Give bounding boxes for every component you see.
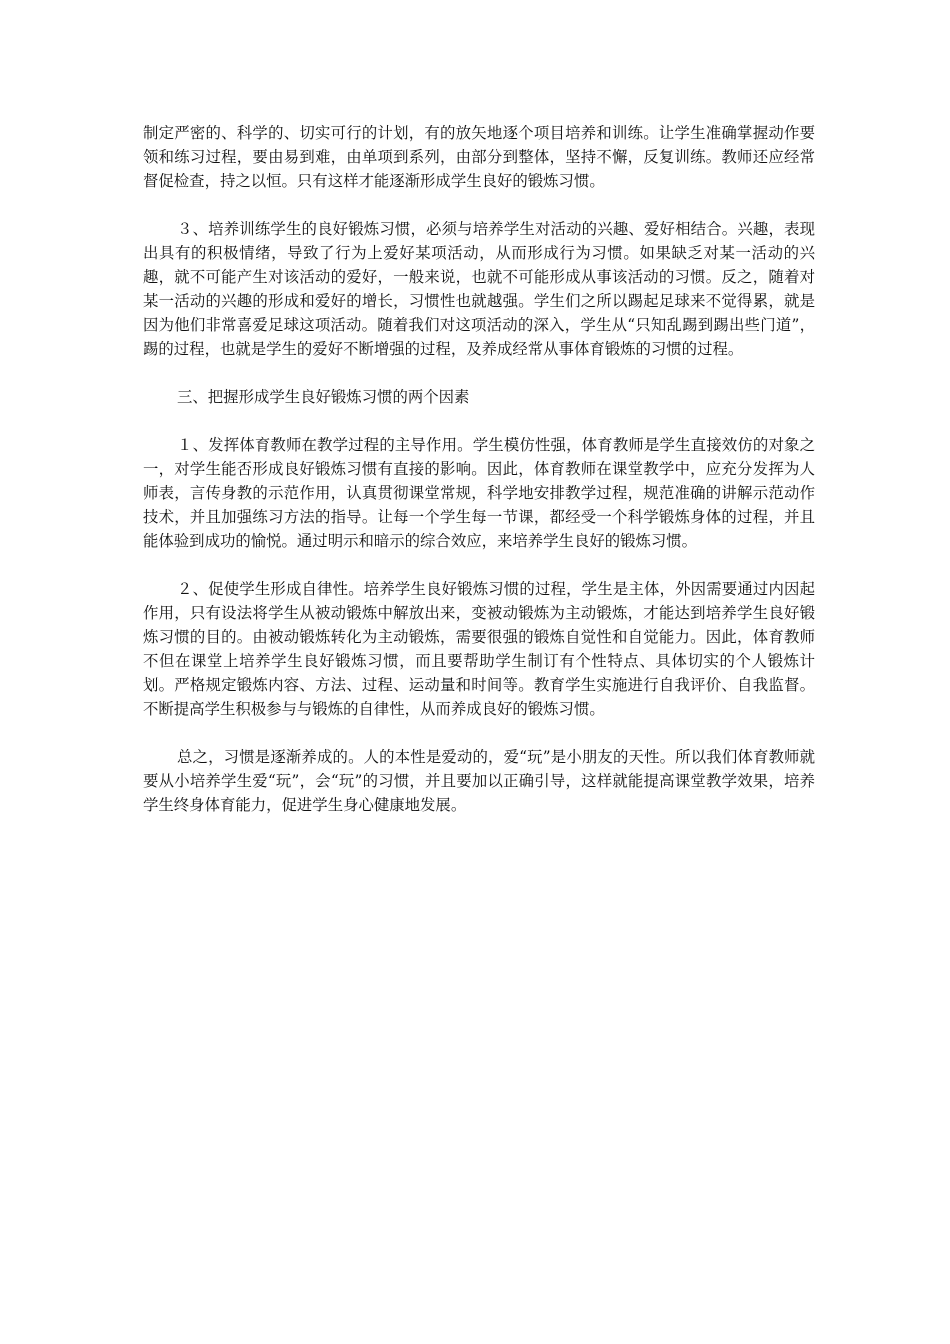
section-heading-two-factors: 三、把握形成学生良好锻炼习惯的两个因素 xyxy=(177,388,470,406)
paragraph-self-discipline: ２、促使学生形成自律性。培养学生良好锻炼习惯的过程，学生是主体，外因需要通过内因起作用，只有设法将学生从被动锻炼中解放出来，变被动锻炼为主动锻炼，才能达到培养学生良好锻炼习惯的目的。由被动锻炼转化为主动锻炼，需要很强的锻炼自觉性和自觉能力。因此，体育教师不但在课堂上培养学生良好锻炼习惯，而且要帮助学生制订有个性特点、具体切实的个人锻炼计划。严格规定锻炼内容、方法、过程、运动量和时间等。教育学生实施进行自我评价、自我监督。不断提高学生积极参与与锻炼的自律性，从而养成良好的锻炼习惯。 xyxy=(143,580,815,718)
paragraph-conclusion: 总之，习惯是逐渐养成的。人的本性是爱动的，爱“玩”是小朋友的天性。所以我们体育教师就要从小培养学生爱“玩”，会“玩”的习惯，并且要加以正确引导，这样就能提高课堂教学效果，培养学生终身体育能力，促进学生身心健康地发展。 xyxy=(143,748,815,814)
document-body xyxy=(143,121,815,841)
paragraph-interest-habit: ３、培养训练学生的良好锻炼习惯，必须与培养学生对活动的兴趣、爱好相结合。兴趣，表现出具有的积极情绪，导致了行为上爱好某项活动，从而形成行为习惯。如果缺乏对某一活动的兴趣，就不可能产生对该活动的爱好，一般来说，也就不可能形成从事该活动的习惯。反之，随着对某一活动的兴趣的形成和爱好的增长，习惯性也就越强。学生们之所以踢起足球来不觉得累，就是因为他们非常喜爱足球这项活动。随着我们对这项活动的深入，学生从“只知乱踢到踢出些门道”，踢的过程，也就是学生的爱好不断增强的过程，及养成经常从事体育锻炼的习惯的过程。 xyxy=(143,220,815,358)
paragraph-plan-training: 制定严密的、科学的、切实可行的计划，有的放矢地逐个项目培养和训练。让学生准确掌握动作要领和练习过程，要由易到难，由单项到系列，由部分到整体，坚持不懈，反复训练。教师还应经常督促检查，持之以恒。只有这样才能逐渐形成学生良好的锻炼习惯。 xyxy=(143,124,815,190)
paragraph-teacher-role: １、发挥体育教师在教学过程的主导作用。学生模仿性强，体育教师是学生直接效仿的对象之一，对学生能否形成良好锻炼习惯有直接的影响。因此，体育教师在课堂教学中，应充分发挥为人师表，言传身教的示范作用，认真贯彻课堂常规，科学地安排教学过程，规范准确的讲解示范动作技术，并且加强练习方法的指导。让每一个学生每一节课，都经受一个科学锻炼身体的过程，并且能体验到成功的愉悦。通过明示和暗示的综合效应，来培养学生良好的锻炼习惯。 xyxy=(143,436,815,550)
